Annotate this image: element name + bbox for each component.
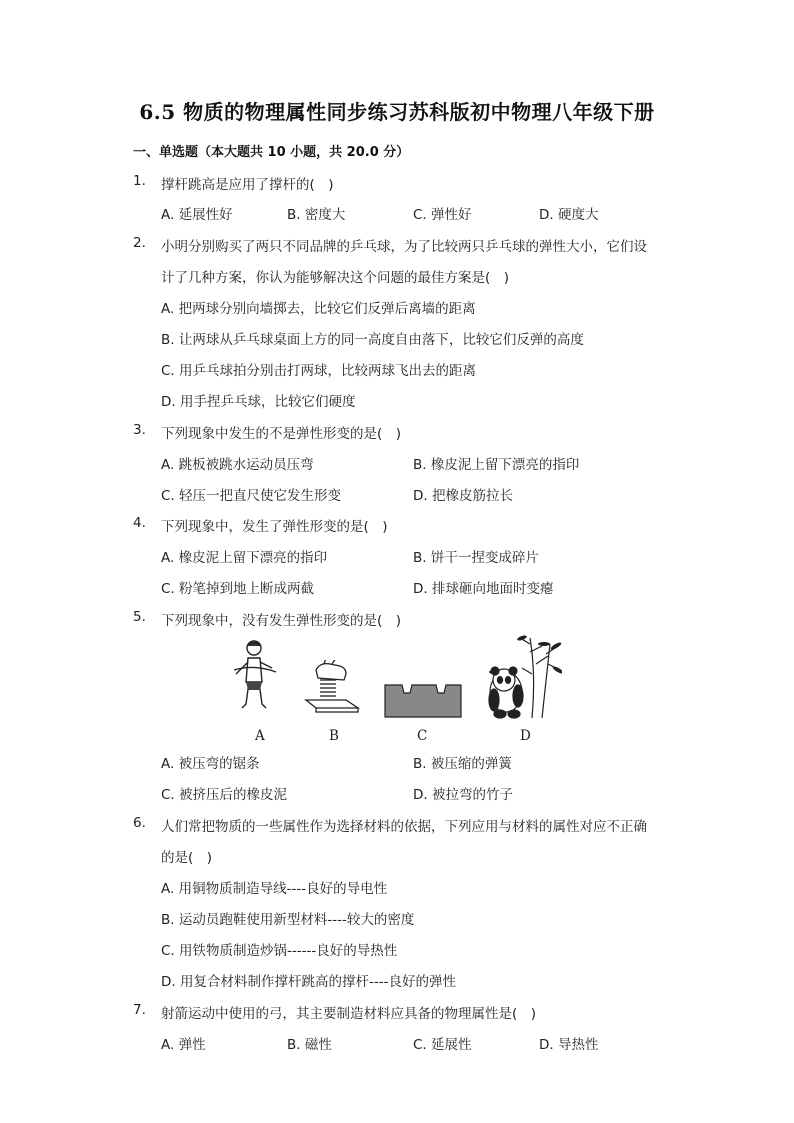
figure-boy-saw — [228, 638, 280, 718]
question-number: 2. — [133, 235, 146, 251]
option-b: B. 橡皮泥上留下漂亮的指印 — [413, 457, 580, 473]
question-number: 5. — [133, 609, 146, 625]
question-stem: 下列现象中发生的不是弹性形变的是( ) — [161, 426, 402, 442]
option-b: B. 让两球从乒乓球桌面上方的同一高度自由落下，比较它们反弹的高度 — [161, 332, 584, 348]
option-c: C. 延展性 — [413, 1037, 472, 1053]
figure-hand-spring — [302, 660, 360, 718]
question-number: 4. — [133, 515, 146, 531]
question-stem: 的是( ) — [161, 850, 213, 866]
option-a: A. 被压弯的锯条 — [161, 756, 260, 772]
option-d: D. 硬度大 — [539, 207, 599, 223]
figure-label-d: D — [520, 728, 531, 744]
option-d: D. 用手捏乒乓球，比较它们硬度 — [161, 394, 356, 410]
option-c: C. 粉笔掉到地上断成两截 — [161, 581, 315, 597]
question-stem: 撑杆跳高是应用了撑杆的( ) — [161, 177, 334, 193]
question-number: 7. — [133, 1002, 146, 1018]
option-c: C. 用乒乓球拍分别击打两球，比较两球飞出去的距离 — [161, 363, 477, 379]
option-d: D. 排球砸向地面时变瘪 — [413, 581, 554, 597]
option-d: D. 导热性 — [539, 1037, 599, 1053]
option-b: B. 密度大 — [287, 207, 346, 223]
option-c: C. 弹性好 — [413, 207, 472, 223]
option-b: B. 饼干一捏变成碎片 — [413, 550, 539, 566]
question-number: 6. — [133, 815, 146, 831]
option-a: A. 把两球分别向墙掷去，比较它们反弹后离墙的距离 — [161, 301, 476, 317]
figure-label-b: B — [329, 728, 339, 744]
figure-label-c: C — [417, 728, 428, 744]
option-b: B. 磁性 — [287, 1037, 332, 1053]
option-c: C. 用铁物质制造炒锅------良好的导热性 — [161, 943, 398, 959]
option-d: D. 用复合材料制作撑杆跳高的撑杆----良好的弹性 — [161, 974, 456, 990]
question-stem: 小明分别购买了两只不同品牌的乒乓球，为了比较两只乒乓球的弹性大小，它们设 — [161, 239, 647, 255]
option-c: C. 轻压一把直尺使它发生形变 — [161, 488, 342, 504]
question-stem: 人们常把物质的一些属性作为选择材料的依据，下列应用与材料的属性对应不正确 — [161, 819, 647, 835]
option-a: A. 弹性 — [161, 1037, 206, 1053]
option-a: A. 橡皮泥上留下漂亮的指印 — [161, 550, 328, 566]
question-number: 3. — [133, 422, 146, 438]
figure-panda-bamboo — [486, 634, 562, 720]
option-a: A. 延展性好 — [161, 207, 233, 223]
option-a: A. 用铜物质制造导线----良好的导电性 — [161, 881, 388, 897]
question-stem: 下列现象中，发生了弹性形变的是( ) — [161, 519, 388, 535]
section-heading: 一、单选题（本大题共 10 小题，共 20.0 分） — [133, 145, 410, 160]
question-stem: 射箭运动中使用的弓，其主要制造材料应具备的物理属性是( ) — [161, 1006, 537, 1022]
page-title: 6.5 物质的物理属性同步练习苏科版初中物理八年级下册 — [139, 100, 655, 124]
option-a: A. 跳板被跳水运动员压弯 — [161, 457, 314, 473]
option-d: D. 把橡皮筋拉长 — [413, 488, 513, 504]
question-stem: 计了几种方案，你认为能够解决这个问题的最佳方案是( ) — [161, 270, 510, 286]
option-c: C. 被挤压后的橡皮泥 — [161, 787, 288, 803]
option-d: D. 被拉弯的竹子 — [413, 787, 513, 803]
figure-clay — [384, 683, 462, 719]
question-stem: 下列现象中，没有发生弹性形变的是( ) — [161, 613, 402, 629]
figure-label-a: A — [255, 728, 265, 744]
question-number: 1. — [133, 173, 146, 189]
option-b: B. 运动员跑鞋使用新型材料----较大的密度 — [161, 912, 415, 928]
option-b: B. 被压缩的弹簧 — [413, 756, 512, 772]
